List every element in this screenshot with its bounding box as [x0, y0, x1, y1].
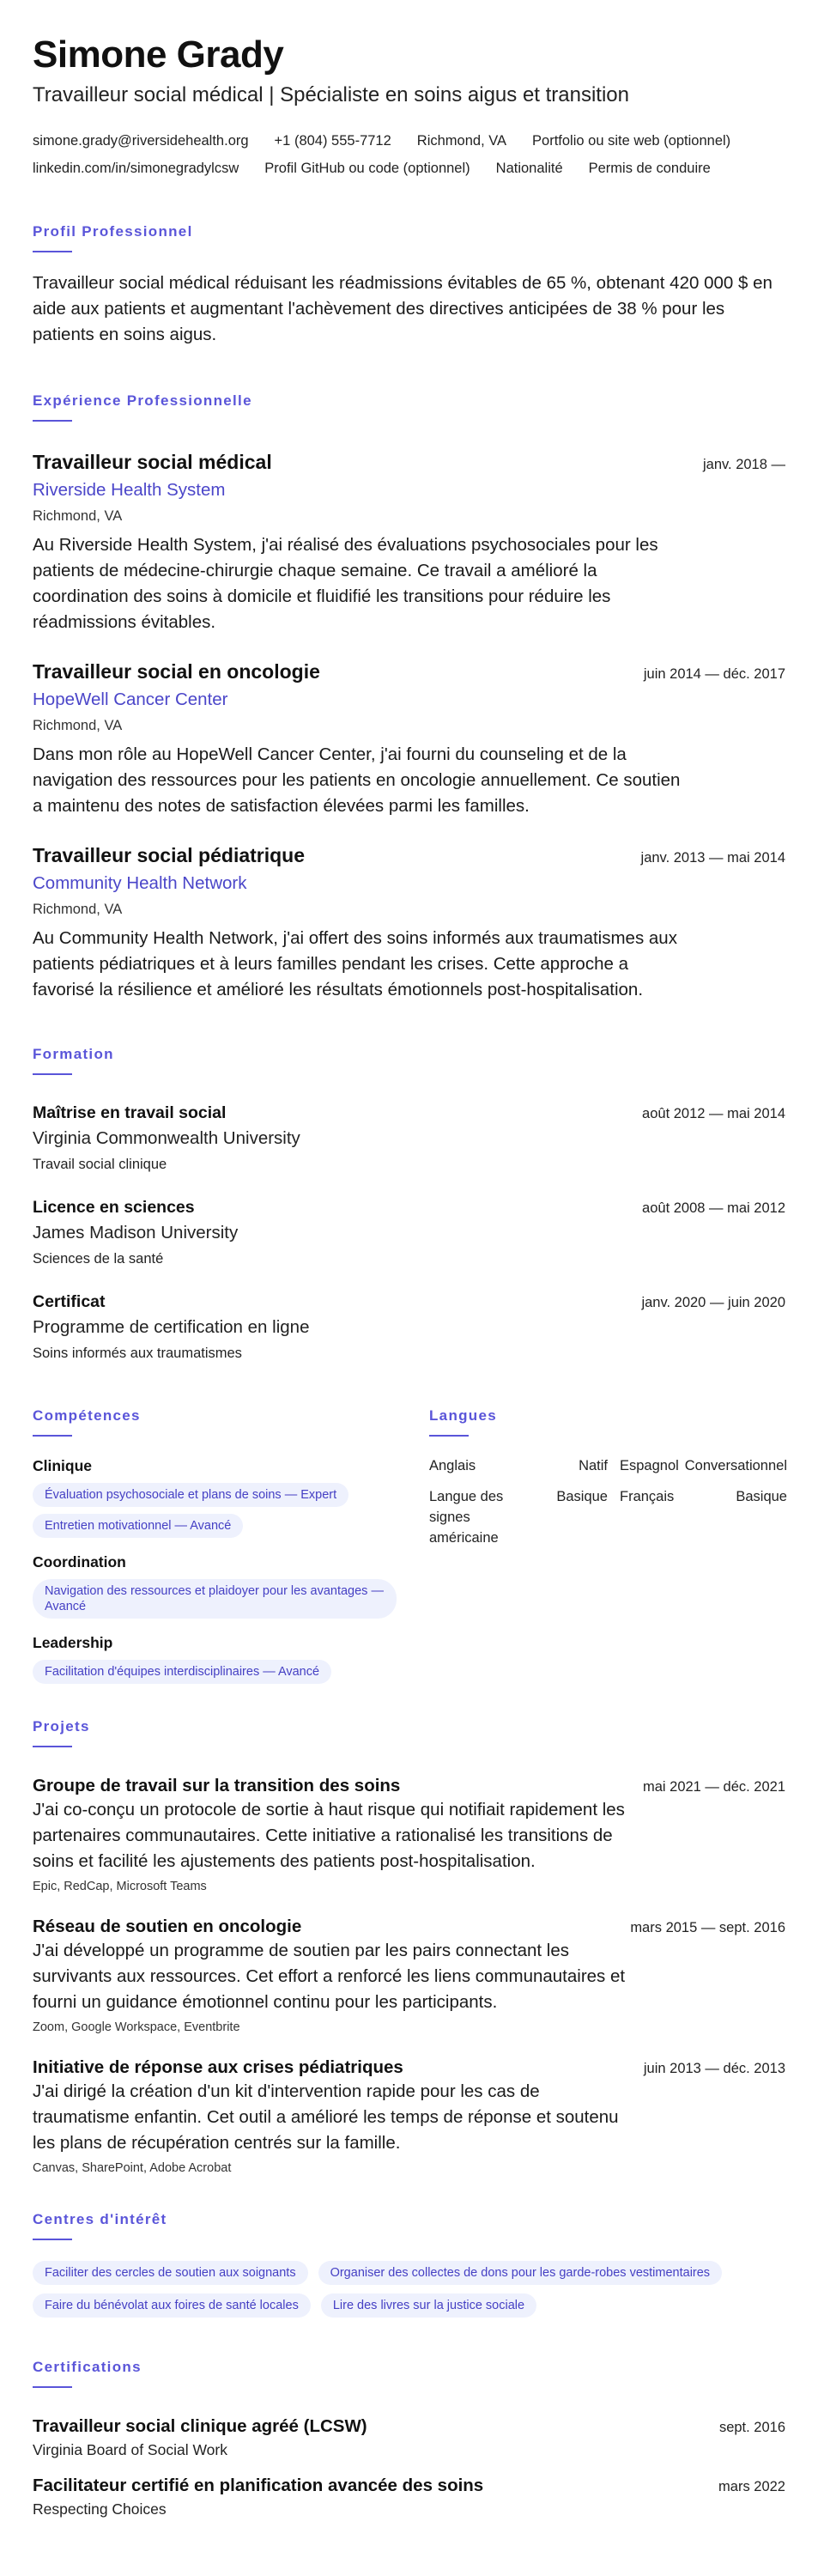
language-level: Basique [736, 1489, 787, 1504]
job-company: HopeWell Cancer Center [33, 690, 228, 709]
degree-name: Certificat [33, 1292, 106, 1311]
profile-section [33, 223, 785, 348]
interest-list [33, 2261, 797, 2318]
interest-pill: Lire des livres sur la justice sociale [321, 2293, 536, 2318]
section-rule [33, 1073, 72, 1075]
job-description: Dans mon rôle au HopeWell Cancer Center, j'ai fourni du counseling et de la navigation des ressources pour les patients en oncologie annuellement. Ce soutien a maintenu des notes de satisfaction élevées parmi les familles. [33, 744, 681, 816]
interest-pill: Organiser des collectes de dons pour les garde-robes vestimentaires [318, 2261, 722, 2285]
section-rule [33, 251, 72, 252]
experience-entry [33, 449, 785, 635]
education-entry [33, 1102, 785, 1174]
skill-category-name: Coordination [33, 1553, 126, 1571]
project-entry [33, 1916, 785, 2034]
project-description: J'ai développé un programme de soutien par les pairs connectant les survivants aux ressources. Cet effort a renforcé les liens communautaires et fourni un guidance émotionnel continu pour les participants. [33, 1941, 626, 2012]
school-name: Virginia Commonwealth University [33, 1128, 300, 1148]
project-entry [33, 2057, 785, 2175]
language-name: Espagnol [620, 1458, 679, 1473]
project-dates: mai 2021 — déc. 2021 [642, 1779, 785, 1795]
project-tools: Canvas, SharePoint, Adobe Acrobat [33, 2161, 232, 2175]
certification-date: sept. 2016 [718, 2420, 785, 2435]
skill-category [33, 1455, 397, 1538]
education-dates: août 2012 — mai 2014 [642, 1106, 785, 1121]
certification-issuer: Virginia Board of Social Work [33, 2441, 227, 2458]
language-name: Langue des signes américaine [429, 1489, 504, 1546]
section-title-skills: Compétences [33, 1407, 141, 1424]
project-description: J'ai dirigé la création d'un kit d'intervention rapide pour les cas de traumatisme enfantin. Cet outil a amélioré les temps de réponse et soutenu les plans de récupération centrés sur la famille. [33, 2081, 619, 2153]
job-company: Riverside Health System [33, 480, 226, 500]
contact-linkedin[interactable]: linkedin.com/in/simonegradylcsw [33, 161, 239, 176]
project-name: Réseau de soutien en oncologie [33, 1917, 302, 1936]
contact-location: Richmond, VA [416, 133, 507, 149]
skill-category [33, 1552, 397, 1619]
interests-section [33, 2211, 785, 2318]
education-entry [33, 1291, 785, 1363]
section-rule [33, 2386, 72, 2388]
certifications-section [33, 2359, 785, 2518]
language-level: Natif [579, 1458, 608, 1473]
experience-entry [33, 659, 785, 819]
skills-languages-row [33, 1407, 785, 1684]
candidate-name: Simone Grady [33, 33, 284, 76]
project-name: Groupe de travail sur la transition des soins [33, 1776, 401, 1795]
section-rule [33, 420, 72, 422]
job-location: Richmond, VA [33, 508, 123, 524]
section-title-profile: Profil Professionnel [33, 223, 193, 240]
job-description: Au Riverside Health System, j'ai réalisé des évaluations psychosociales pour les patients de médecine-chirurgie chaque semaine. Ce travail a amélioré la coordination des soins à domicile et fluidifié les transitions pour réduire les réadmissions évitables. [33, 535, 658, 632]
skill-category-name: Clinique [33, 1457, 93, 1474]
certification-entry [33, 2415, 785, 2459]
education-dates: janv. 2020 — juin 2020 [641, 1295, 785, 1310]
certification-date: mars 2022 [718, 2479, 785, 2494]
skill-category [33, 1632, 397, 1684]
section-title-experience: Expérience Professionnelle [33, 392, 252, 409]
project-dates: juin 2013 — déc. 2013 [643, 2061, 785, 2076]
job-title: Travailleur social en oncologie [33, 660, 320, 683]
language-name: Anglais [429, 1458, 476, 1473]
education-section [33, 1046, 785, 1363]
degree-name: Maîtrise en travail social [33, 1103, 227, 1122]
experience-entry [33, 842, 785, 1003]
project-tools: Epic, RedCap, Microsoft Teams [33, 1880, 207, 1893]
job-location: Richmond, VA [33, 902, 123, 917]
section-title-education: Formation [33, 1046, 114, 1062]
language-level: Conversationnel [684, 1458, 787, 1473]
contact-email[interactable]: simone.grady@riversidehealth.org [33, 133, 249, 149]
section-rule [429, 1435, 469, 1437]
project-tools: Zoom, Google Workspace, Eventbrite [33, 2020, 240, 2034]
language-level: Basique [556, 1489, 608, 1504]
certification-entry [33, 2475, 785, 2518]
skills-section [33, 1407, 397, 1684]
school-name: Programme de certification en ligne [33, 1317, 310, 1337]
contact-phone[interactable]: +1 (804) 555-7712 [274, 133, 391, 149]
certification-name: Facilitateur certifié en planification avancée des soins [33, 2476, 484, 2495]
projects-section [33, 1718, 785, 2175]
skill-category-name: Leadership [33, 1634, 113, 1651]
school-name: James Madison University [33, 1223, 239, 1242]
candidate-headline: Travailleur social médical | Spécialiste en soins aigus et transition [33, 83, 630, 106]
job-description: Au Community Health Network, j'ai offert des soins informés aux traumatismes aux patients pédiatriques et à leurs familles pendant les crises. Cette approche a favorisé la résilience et amélioré les résultats émotionnels post-hospitalisation. [33, 928, 677, 999]
job-location: Richmond, VA [33, 718, 123, 733]
job-dates: janv. 2018 — [702, 457, 785, 472]
section-rule [33, 1435, 72, 1437]
job-dates: juin 2014 — déc. 2017 [643, 666, 785, 682]
education-entry [33, 1196, 785, 1268]
project-name: Initiative de réponse aux crises pédiatriques [33, 2057, 403, 2077]
contact-portfolio[interactable]: Portfolio ou site web (optionnel) [532, 133, 731, 149]
section-title-languages: Langues [429, 1407, 498, 1424]
job-title: Travailleur social médical [33, 451, 272, 473]
section-title-certifications: Certifications [33, 2359, 142, 2375]
skill-pill: Entretien motivationnel — Avancé [33, 1514, 243, 1538]
contact-github[interactable]: Profil GitHub ou code (optionnel) [264, 161, 470, 176]
field-of-study: Travail social clinique [33, 1157, 167, 1172]
section-rule [33, 1746, 72, 1747]
degree-name: Licence en sciences [33, 1198, 195, 1217]
skill-pill: Navigation des ressources et plaidoyer pour les avantages — Avancé [33, 1579, 397, 1619]
interest-pill: Faciliter des cercles de soutien aux soignants [33, 2261, 308, 2285]
contact-list [33, 127, 805, 182]
skill-pill: Facilitation d'équipes interdisciplinaires — Avancé [33, 1660, 331, 1684]
languages-section [429, 1407, 787, 1684]
section-rule [33, 2239, 72, 2240]
education-dates: août 2008 — mai 2012 [642, 1200, 785, 1216]
experience-section [33, 392, 785, 1003]
resume-header [33, 33, 785, 182]
section-title-interests: Centres d'intérêt [33, 2211, 167, 2227]
field-of-study: Soins informés aux traumatismes [33, 1346, 242, 1361]
job-company: Community Health Network [33, 873, 247, 893]
project-dates: mars 2015 — sept. 2016 [630, 1920, 785, 1935]
contact-nationality: Nationalité [495, 161, 563, 176]
field-of-study: Sciences de la santé [33, 1251, 164, 1267]
certification-issuer: Respecting Choices [33, 2500, 167, 2518]
certification-name: Travailleur social clinique agréé (LCSW) [33, 2416, 367, 2436]
interest-pill: Faire du bénévolat aux foires de santé locales [33, 2293, 311, 2318]
contact-license: Permis de conduire [588, 161, 711, 176]
project-entry [33, 1775, 785, 1893]
job-dates: janv. 2013 — mai 2014 [640, 850, 785, 866]
language-name: Français [620, 1489, 675, 1504]
job-title: Travailleur social pédiatrique [33, 844, 306, 866]
skill-pill: Évaluation psychosociale et plans de soins — Expert [33, 1483, 348, 1507]
language-list [429, 1455, 787, 1548]
project-description: J'ai co-conçu un protocole de sortie à haut risque qui notifiait rapidement les partenaires communautaires. Cette initiative a rationalisé les transitions de soins et facilité les ajustements des patients post-hospitalisation. [33, 1800, 625, 1871]
profile-summary: Travailleur social médical réduisant les réadmissions évitables de 65 %, obtenant 420 000 $ en aide aux patients et augmentant l'achèvement des directives anticipées de 38 % pour les patients en soins aigus. [33, 273, 773, 344]
section-title-projects: Projets [33, 1718, 90, 1735]
